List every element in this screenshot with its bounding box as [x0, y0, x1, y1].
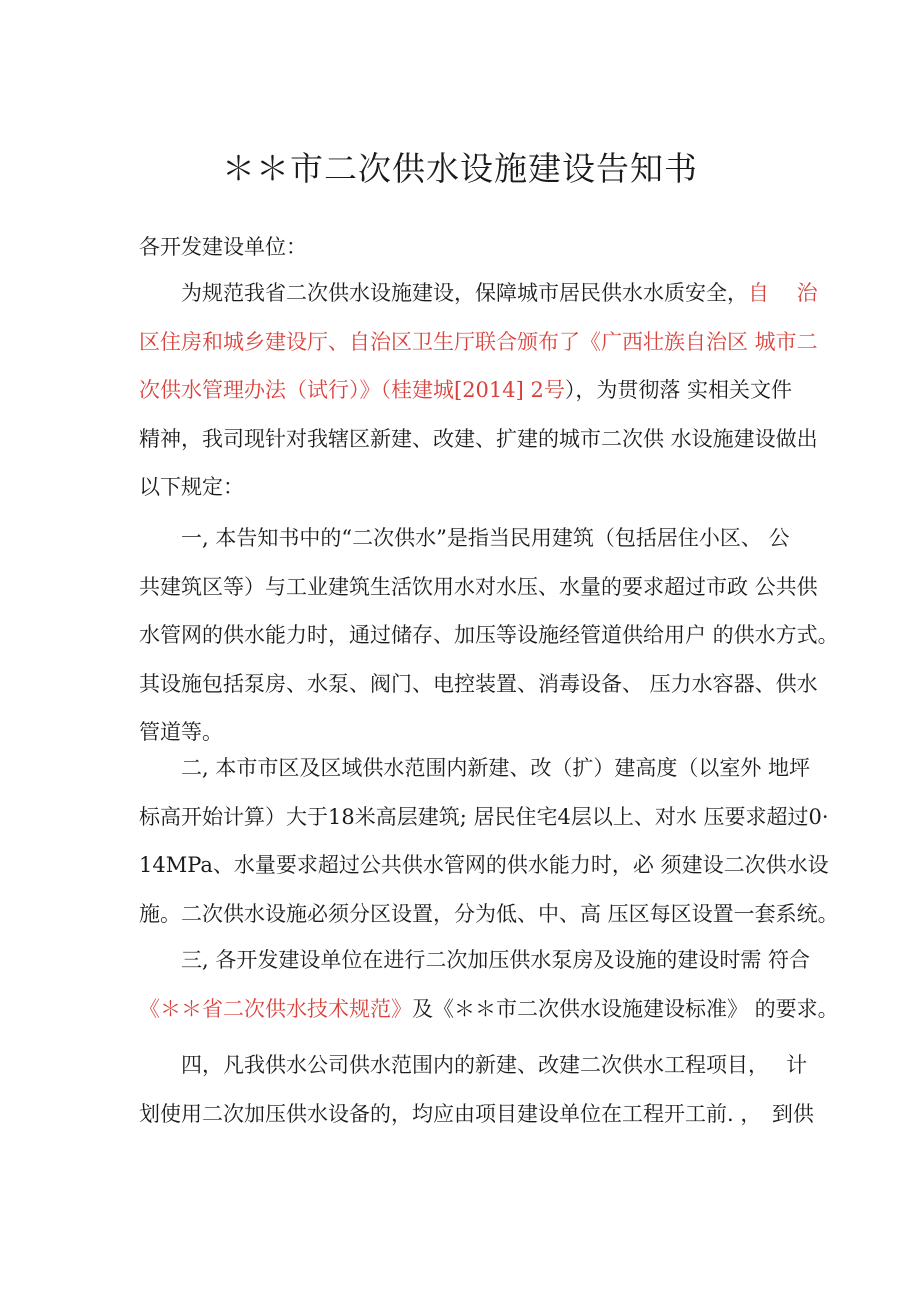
text-line: [139, 374, 793, 406]
text-segment: 为规范我省二次供水设施建设，保障城市居民供水水质安全，: [181, 281, 748, 305]
text-segment: 二, 本市市区及区域供水范围内新建、改（扩）建高度（以室外 地坪: [181, 756, 811, 780]
text-segment: 其设施包括泵房、水泵、阀门、电控装置、消毒设备、 压力水容器、供水: [139, 671, 818, 696]
text-line: [139, 668, 818, 700]
text-line: [139, 471, 784, 503]
text-segment: 精神，我司现针对我辖区新建、改建、扩建的城市二次供 水设施建设做出: [139, 426, 818, 451]
text-line: [181, 1049, 808, 1081]
text-segment: ），为贯彻落 实相关文件: [564, 378, 793, 402]
document-title: ＊＊市二次供水设施建设告知书: [222, 149, 698, 188]
highlighted-text: 自 治: [748, 281, 818, 305]
text-line: [139, 716, 784, 748]
text-line: [139, 423, 818, 455]
text-segment: 划使用二次加压供水设备的，均应由项目建设单位在工程开工前. ， 到供: [139, 1101, 814, 1126]
text-segment: 三, 各开发建设单位在进行二次加压供水泵房及设施的建设时需 符合: [181, 948, 811, 972]
text-segment: 共建筑区等）与工业建筑生活饮用水对水压、水量的要求超过市政 公共供: [139, 574, 818, 599]
text-segment: 施。二次供水设施必须分区设置，分为低、中、高 压区每区设置一套系统。: [139, 901, 839, 926]
text-segment: 水管网的供水能力时，通过储存、加压等设施经管道供给用户 的供水方式。: [139, 623, 839, 647]
text-segment: 以下规定：: [139, 475, 244, 499]
highlighted-text: 《＊＊省二次供水技术规范》: [139, 996, 412, 1021]
salutation: 各开发建设单位：: [139, 235, 307, 259]
text-line: [139, 619, 839, 651]
text-line: [181, 277, 818, 309]
text-segment: 标高开始计算）大于18米高层建筑; 居民住宅4层以上、对水 压要求超过0·: [139, 804, 829, 829]
text-segment: 及《＊＊市二次供水设施建设标准》 的要求。: [412, 996, 839, 1021]
text-line: [139, 571, 818, 603]
highlighted-text: 区住房和城乡建设厅、自治区卫生厅联合颁布了《广西壮族自治区 城市二: [139, 329, 818, 354]
text-line: [181, 752, 811, 784]
text-line: [139, 993, 839, 1025]
text-segment: 一, 本告知书中的“二次供水”是指当民用建筑（包括居住小区、 公: [181, 526, 790, 550]
text-segment: 管道等。: [139, 720, 223, 744]
text-line: [139, 326, 818, 358]
text-line: [139, 849, 829, 881]
highlighted-text: 次供水管理办法（试行）》（桂建城[2014] 2号: [139, 378, 565, 402]
text-segment: 14MPa、水量要求超过公共供水管网的供水能力时，必 须建设二次供水设: [139, 853, 829, 877]
text-line: [181, 944, 811, 976]
text-segment: 四，凡我供水公司供水范围内的新建、改建二次供水工程项目， 计: [181, 1053, 808, 1077]
text-line: [181, 522, 790, 554]
text-line: [139, 898, 839, 930]
text-line: [139, 801, 829, 833]
text-line: [139, 1098, 814, 1130]
